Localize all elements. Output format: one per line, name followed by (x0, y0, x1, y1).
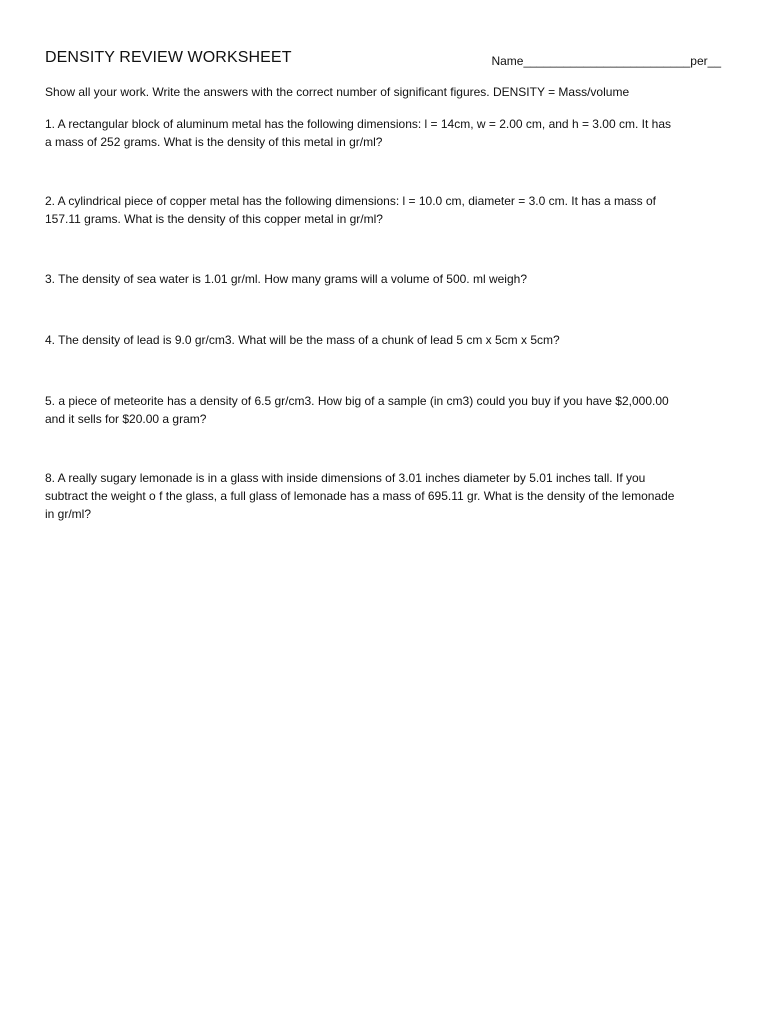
question-2: 2. A cylindrical piece of copper metal has the following dimensions: l = 10.0 cm, diameter = 3.0 cm. It has a mass of 157.11 grams. What is the density of this copper metal in gr/ml? (45, 194, 656, 226)
question-5: 5. a piece of meteorite has a density of 6.5 gr/cm3. How big of a sample (in cm3) could you buy if you have $2,000.00 and it sells for $20.00 a gram? (45, 394, 669, 426)
name-period-field: Name_________________________per__ (491, 54, 721, 68)
worksheet-title: DENSITY REVIEW WORKSHEET (45, 49, 292, 66)
question-8: 8. A really sugary lemonade is in a glass with inside dimensions of 3.01 inches diameter by 5.01 inches tall. If you subtract the weight o f the glass, a full glass of lemonade has a mass of 695.11 gr. What is the density of the lemonade in gr/ml? (45, 471, 675, 521)
instructions-text: Show all your work. Write the answers with the correct number of significant figures. DENSITY = Mass/volume (45, 85, 630, 99)
question-4: 4. The density of lead is 9.0 gr/cm3. What will be the mass of a chunk of lead 5 cm x 5cm x 5cm? (45, 333, 560, 347)
question-1: 1. A rectangular block of aluminum metal has the following dimensions: l = 14cm, w = 2.00 cm, and h = 3.00 cm. It has a mass of 252 grams. What is the density of this metal in gr/ml? (45, 117, 671, 149)
worksheet-header (45, 49, 723, 73)
question-3: 3. The density of sea water is 1.01 gr/ml. How many grams will a volume of 500. ml weigh? (45, 272, 527, 286)
